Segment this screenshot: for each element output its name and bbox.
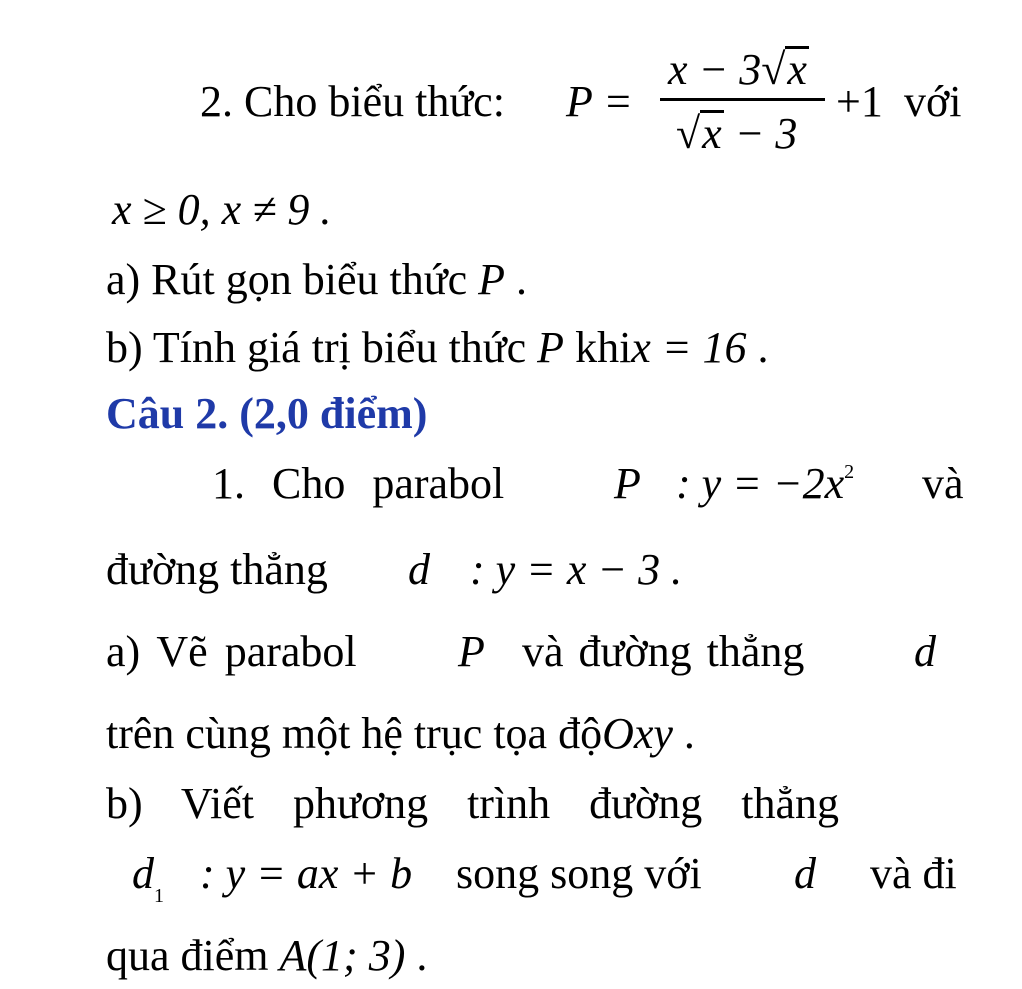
line2-d: d <box>408 545 430 594</box>
part-b-end: . <box>757 323 769 372</box>
numerator-radicand: x <box>787 45 807 94</box>
plus-one: +1 <box>836 77 883 126</box>
part-a <box>106 255 527 304</box>
b-subscript: 1 <box>154 885 164 907</box>
part-b-text: b) Tính giá trị biểu thức <box>106 323 527 372</box>
item1-eq <box>676 459 855 508</box>
b-qua-text: qua điểm <box>106 931 269 980</box>
b-va: và đi <box>870 849 957 898</box>
q2-intro: 2. Cho biểu thức: <box>200 77 505 126</box>
part-b-eq: x = 16 <box>631 323 747 372</box>
line2-text: đường thẳng <box>106 545 328 594</box>
a-line2-text: trên cùng một hệ trục tọa độ <box>106 709 603 758</box>
b-d2: d <box>794 849 816 898</box>
a-line2 <box>106 709 695 758</box>
fraction-bar <box>660 98 825 101</box>
condition: x ≥ 0, x ≠ 9 . <box>112 185 332 234</box>
b-text: b) Viết phương trình đường thẳng <box>106 779 840 828</box>
fraction-denominator <box>676 108 797 159</box>
sqrt-symbol-den: √ <box>676 109 701 158</box>
b-point: A(1; 3) <box>279 931 406 980</box>
b-song: song song với <box>456 849 702 898</box>
p-equals: P = <box>566 77 633 126</box>
denominator-radicand: x <box>702 109 722 158</box>
part-a-var: P <box>478 255 505 304</box>
a-text: a) Vẽ parabol <box>106 627 357 676</box>
fraction-numerator <box>668 44 809 95</box>
part-a-text: a) Rút gọn biểu thức <box>106 255 468 304</box>
item1-va: và <box>922 459 964 508</box>
b-end: . <box>416 931 428 980</box>
line2-eq: : y = x − 3 . <box>470 545 683 594</box>
a-d: d <box>914 627 936 676</box>
a-P: P <box>458 627 485 676</box>
b-d1 <box>132 849 164 907</box>
b-eq: : y = ax + b <box>200 849 413 898</box>
b-qua <box>106 931 428 980</box>
part-b-khi: khi <box>575 323 632 372</box>
b-d: d <box>132 849 154 898</box>
item1-equation: : y = −2x <box>676 459 845 508</box>
part-b <box>106 323 769 372</box>
part-a-end: . <box>516 255 527 304</box>
item1-text: 1. Cho parabol <box>212 459 505 508</box>
a-oxy: Oxy <box>602 709 673 758</box>
sqrt-symbol: √ <box>761 45 786 94</box>
voi-word: với <box>904 77 962 126</box>
fraction-expression <box>660 40 830 170</box>
cau2-heading: Câu 2. (2,0 điểm) <box>106 389 428 438</box>
a-mid: và đường thẳng <box>522 627 805 676</box>
item1-P: P <box>614 459 641 508</box>
item1-exponent: 2 <box>844 461 855 483</box>
numerator-term: x − 3 <box>668 45 762 94</box>
part-b-var: P <box>537 323 565 372</box>
a-end: . <box>683 709 695 758</box>
denominator-term: − 3 <box>734 109 798 158</box>
